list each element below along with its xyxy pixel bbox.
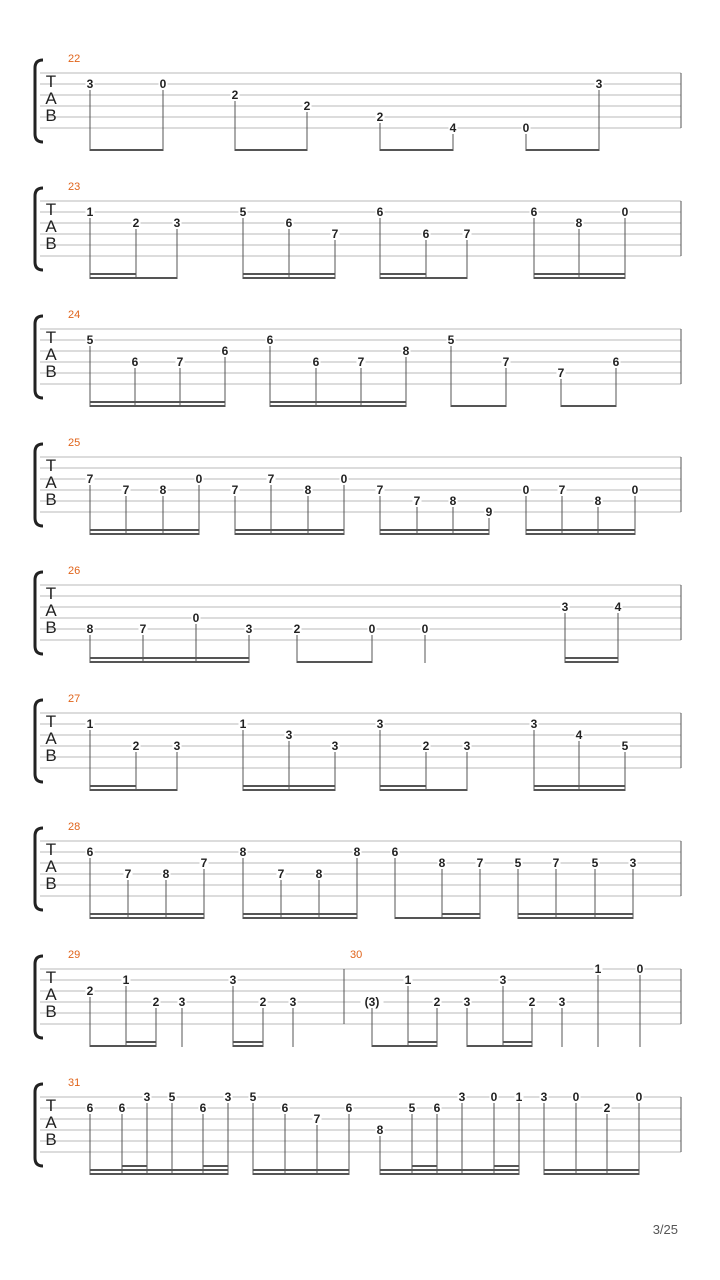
- fret-number: 7: [122, 483, 130, 497]
- fret-number: 5: [408, 1101, 416, 1115]
- note-beam: [203, 1169, 228, 1171]
- note-beam: [503, 1045, 532, 1047]
- fret-number: 2: [86, 984, 94, 998]
- tab-clef-letter: T: [45, 584, 57, 603]
- tab-system: [35, 309, 681, 407]
- fret-number: 7: [376, 483, 384, 497]
- tab-system: [35, 1077, 681, 1175]
- fret-number: 3: [229, 973, 237, 987]
- fret-number: 6: [345, 1101, 353, 1115]
- fret-number: 0: [635, 1090, 643, 1104]
- tab-clef-letter: T: [45, 1096, 57, 1115]
- note-beam: [412, 1173, 437, 1175]
- fret-number: 6: [422, 227, 430, 241]
- system-bracket: [35, 700, 43, 782]
- note-beam: [408, 1045, 437, 1047]
- note-beam: [534, 789, 625, 791]
- system-bracket: [35, 828, 43, 910]
- tab-clef-letter: B: [45, 1130, 57, 1149]
- fret-number: 3: [376, 717, 384, 731]
- fret-number: 3: [561, 600, 569, 614]
- fret-number: 3: [463, 995, 471, 1009]
- tab-clef-letter: B: [45, 234, 57, 253]
- fret-number: 6: [376, 205, 384, 219]
- page-number: 3/25: [652, 1222, 678, 1237]
- note-beam: [243, 789, 335, 791]
- fret-number: 3: [499, 973, 507, 987]
- measure-number: 30: [350, 949, 363, 961]
- note-beam: [243, 913, 357, 915]
- note-beam: [565, 657, 618, 659]
- fret-number: 6: [281, 1101, 289, 1115]
- tab-clef-letter: T: [45, 840, 57, 859]
- fret-number: 7: [313, 1112, 321, 1126]
- note-beam: [494, 1173, 519, 1175]
- note-beam: [380, 277, 426, 279]
- note-beam: [90, 785, 136, 787]
- fret-number: 0: [421, 622, 429, 636]
- fret-number: 8: [86, 622, 94, 636]
- fret-number: 2: [132, 739, 140, 753]
- note-beam: [203, 1165, 228, 1167]
- tab-clef-letter: A: [45, 473, 57, 492]
- fret-number: 7: [176, 355, 184, 369]
- note-beam: [90, 533, 199, 535]
- tab-clef-letter: B: [45, 106, 57, 125]
- fret-number: 8: [449, 494, 457, 508]
- fret-number: 7: [331, 227, 339, 241]
- fret-number: 2: [231, 88, 239, 102]
- tab-clef-letter: B: [45, 874, 57, 893]
- note-beam: [534, 273, 625, 275]
- note-beam: [408, 1041, 437, 1043]
- measure-number: 31: [68, 1077, 81, 1089]
- note-beam: [380, 789, 426, 791]
- fret-number: 7: [413, 494, 421, 508]
- fret-number: 8: [402, 344, 410, 358]
- measure-number: 26: [68, 565, 81, 577]
- fret-number: 8: [438, 856, 446, 870]
- fret-number: 3: [540, 1090, 548, 1104]
- system-bracket: [35, 572, 43, 654]
- note-beam: [235, 149, 307, 151]
- fret-number: 1: [404, 973, 412, 987]
- note-beam: [494, 1169, 519, 1171]
- fret-number: 1: [122, 973, 130, 987]
- system-bracket: [35, 444, 43, 526]
- fret-number: 3: [86, 77, 94, 91]
- fret-number: 4: [449, 121, 457, 135]
- fret-number: 8: [304, 483, 312, 497]
- fret-number: 7: [552, 856, 560, 870]
- note-beam: [90, 789, 136, 791]
- fret-number: 6: [131, 355, 139, 369]
- fret-number: 7: [557, 366, 565, 380]
- fret-number: 6: [612, 355, 620, 369]
- fret-number: 8: [575, 216, 583, 230]
- fret-number: 7: [357, 355, 365, 369]
- note-beam: [90, 273, 136, 275]
- tab-clef-letter: T: [45, 456, 57, 475]
- system-bracket: [35, 316, 43, 398]
- fret-number: 5: [591, 856, 599, 870]
- note-beam: [534, 277, 625, 279]
- note-beam: [243, 785, 335, 787]
- fret-number: 0: [340, 472, 348, 486]
- note-beam: [380, 273, 426, 275]
- fret-number: 3: [143, 1090, 151, 1104]
- note-beam: [235, 529, 344, 531]
- tab-clef-letter: A: [45, 217, 57, 236]
- note-beam: [526, 533, 635, 535]
- fret-number: 6: [433, 1101, 441, 1115]
- note-beam: [380, 785, 426, 787]
- fret-number: 1: [515, 1090, 523, 1104]
- fret-number: 6: [86, 845, 94, 859]
- note-beam: [253, 1169, 349, 1171]
- fret-number: 3: [558, 995, 566, 1009]
- note-beam: [126, 1041, 156, 1043]
- note-beam: [526, 149, 599, 151]
- fret-number: 3: [178, 995, 186, 1009]
- fret-number: 2: [259, 995, 267, 1009]
- tab-system: [35, 565, 681, 663]
- tab-system: [35, 693, 681, 791]
- fret-number: 6: [530, 205, 538, 219]
- measure-number: 28: [68, 821, 81, 833]
- note-beam: [561, 405, 616, 407]
- tab-clef-letter: B: [45, 362, 57, 381]
- measure-number: 22: [68, 53, 81, 65]
- fret-number: 6: [118, 1101, 126, 1115]
- fret-number: 1: [86, 205, 94, 219]
- fret-number: 7: [502, 355, 510, 369]
- note-beam: [380, 529, 489, 531]
- tab-clef-letter: A: [45, 601, 57, 620]
- note-beam: [122, 1169, 147, 1171]
- fret-number: 0: [195, 472, 203, 486]
- note-beam: [442, 913, 480, 915]
- tab-clef-letter: A: [45, 985, 57, 1004]
- fret-number: 0: [192, 611, 200, 625]
- fret-number: 0: [368, 622, 376, 636]
- fret-number: 6: [285, 216, 293, 230]
- fret-number: 8: [239, 845, 247, 859]
- fret-number: 9: [485, 505, 493, 519]
- tab-clef-letter: A: [45, 729, 57, 748]
- fret-number: 8: [315, 867, 323, 881]
- note-beam: [243, 917, 357, 919]
- fret-number: 0: [522, 483, 530, 497]
- note-beam: [494, 1165, 519, 1167]
- fret-number: 3: [289, 995, 297, 1009]
- fret-number: 4: [575, 728, 583, 742]
- fret-number: 7: [231, 483, 239, 497]
- fret-number: 3: [285, 728, 293, 742]
- fret-number: 8: [162, 867, 170, 881]
- fret-number: 2: [132, 216, 140, 230]
- tab-clef-letter: A: [45, 1113, 57, 1132]
- note-beam: [503, 1041, 532, 1043]
- tab-clef-letter: T: [45, 200, 57, 219]
- measure-number: 23: [68, 181, 81, 193]
- fret-number: 3: [173, 216, 181, 230]
- fret-number: 7: [139, 622, 147, 636]
- tab-system: [35, 53, 681, 151]
- note-beam: [126, 1045, 156, 1047]
- system-bracket: [35, 956, 43, 1038]
- fret-number: 0: [490, 1090, 498, 1104]
- fret-number: 0: [621, 205, 629, 219]
- note-beam: [270, 401, 406, 403]
- fret-number: 6: [266, 333, 274, 347]
- fret-number: 3: [173, 739, 181, 753]
- fret-number: (3): [364, 995, 380, 1009]
- note-beam: [565, 661, 618, 663]
- fret-number: 7: [558, 483, 566, 497]
- tab-clef-letter: A: [45, 857, 57, 876]
- note-beam: [534, 785, 625, 787]
- fret-number: 2: [528, 995, 536, 1009]
- note-beam: [412, 1165, 437, 1167]
- tab-system: [35, 181, 681, 279]
- fret-number: 7: [277, 867, 285, 881]
- fret-number: 0: [631, 483, 639, 497]
- fret-number: 2: [433, 995, 441, 1009]
- fret-number: 6: [221, 344, 229, 358]
- fret-number: 2: [303, 99, 311, 113]
- fret-number: 3: [245, 622, 253, 636]
- fret-number: 6: [199, 1101, 207, 1115]
- note-beam: [451, 405, 506, 407]
- fret-number: 2: [293, 622, 301, 636]
- note-beam: [518, 913, 633, 915]
- note-beam: [122, 1165, 147, 1167]
- note-beam: [297, 661, 372, 663]
- note-beam: [526, 529, 635, 531]
- note-beam: [90, 917, 204, 919]
- note-beam: [412, 1169, 437, 1171]
- note-beam: [442, 917, 480, 919]
- note-beam: [270, 405, 406, 407]
- fret-number: 8: [376, 1123, 384, 1137]
- tab-clef-letter: B: [45, 618, 57, 637]
- note-beam: [90, 657, 249, 659]
- fret-number: 7: [476, 856, 484, 870]
- note-beam: [243, 277, 335, 279]
- system-bracket: [35, 1084, 43, 1166]
- measure-number: 27: [68, 693, 81, 705]
- fret-number: 4: [614, 600, 622, 614]
- note-beam: [233, 1041, 263, 1043]
- fret-number: 2: [152, 995, 160, 1009]
- note-beam: [235, 533, 344, 535]
- fret-number: 3: [458, 1090, 466, 1104]
- tab-clef-letter: A: [45, 345, 57, 364]
- tab-clef-letter: T: [45, 72, 57, 91]
- fret-number: 8: [353, 845, 361, 859]
- fret-number: 5: [239, 205, 247, 219]
- fret-number: 0: [522, 121, 530, 135]
- fret-number: 5: [86, 333, 94, 347]
- system-bracket: [35, 60, 43, 142]
- note-beam: [90, 401, 225, 403]
- fret-number: 3: [224, 1090, 232, 1104]
- fret-number: 2: [376, 110, 384, 124]
- note-beam: [90, 277, 136, 279]
- fret-number: 1: [86, 717, 94, 731]
- note-beam: [544, 1169, 639, 1171]
- note-beam: [233, 1045, 263, 1047]
- fret-number: 3: [595, 77, 603, 91]
- fret-number: 1: [239, 717, 247, 731]
- fret-number: 5: [249, 1090, 257, 1104]
- fret-number: 1: [594, 962, 602, 976]
- tab-system: [35, 437, 681, 535]
- tab-system: [35, 949, 681, 1047]
- fret-number: 7: [463, 227, 471, 241]
- fret-number: 0: [572, 1090, 580, 1104]
- system-bracket: [35, 188, 43, 270]
- measure-number: 25: [68, 437, 81, 449]
- fret-number: 7: [200, 856, 208, 870]
- note-beam: [90, 529, 199, 531]
- note-beam: [90, 661, 249, 663]
- fret-number: 5: [168, 1090, 176, 1104]
- fret-number: 6: [86, 1101, 94, 1115]
- fret-number: 0: [636, 962, 644, 976]
- tab-clef-letter: B: [45, 490, 57, 509]
- note-beam: [243, 273, 335, 275]
- tab-clef-letter: A: [45, 89, 57, 108]
- note-beam: [518, 917, 633, 919]
- note-beam: [253, 1173, 349, 1175]
- note-beam: [380, 149, 453, 151]
- tab-system: [35, 821, 681, 919]
- note-beam: [90, 149, 163, 151]
- tab-clef-letter: T: [45, 328, 57, 347]
- measure-number: 24: [68, 309, 81, 321]
- fret-number: 0: [159, 77, 167, 91]
- tab-clef-letter: T: [45, 968, 57, 987]
- fret-number: 5: [514, 856, 522, 870]
- tab-clef-letter: B: [45, 746, 57, 765]
- fret-number: 7: [267, 472, 275, 486]
- tab-clef-letter: T: [45, 712, 57, 731]
- note-beam: [90, 405, 225, 407]
- fret-number: 2: [603, 1101, 611, 1115]
- fret-number: 7: [86, 472, 94, 486]
- fret-number: 3: [530, 717, 538, 731]
- fret-number: 5: [621, 739, 629, 753]
- fret-number: 2: [422, 739, 430, 753]
- note-beam: [90, 913, 204, 915]
- fret-number: 6: [312, 355, 320, 369]
- measure-number: 29: [68, 949, 81, 961]
- fret-number: 7: [124, 867, 132, 881]
- fret-number: 8: [594, 494, 602, 508]
- fret-number: 6: [391, 845, 399, 859]
- note-beam: [122, 1173, 147, 1175]
- tab-clef-letter: B: [45, 1002, 57, 1021]
- fret-number: 5: [447, 333, 455, 347]
- fret-number: 3: [463, 739, 471, 753]
- fret-number: 8: [159, 483, 167, 497]
- fret-number: 3: [629, 856, 637, 870]
- fret-number: 3: [331, 739, 339, 753]
- note-beam: [544, 1173, 639, 1175]
- note-beam: [380, 533, 489, 535]
- note-beam: [203, 1173, 228, 1175]
